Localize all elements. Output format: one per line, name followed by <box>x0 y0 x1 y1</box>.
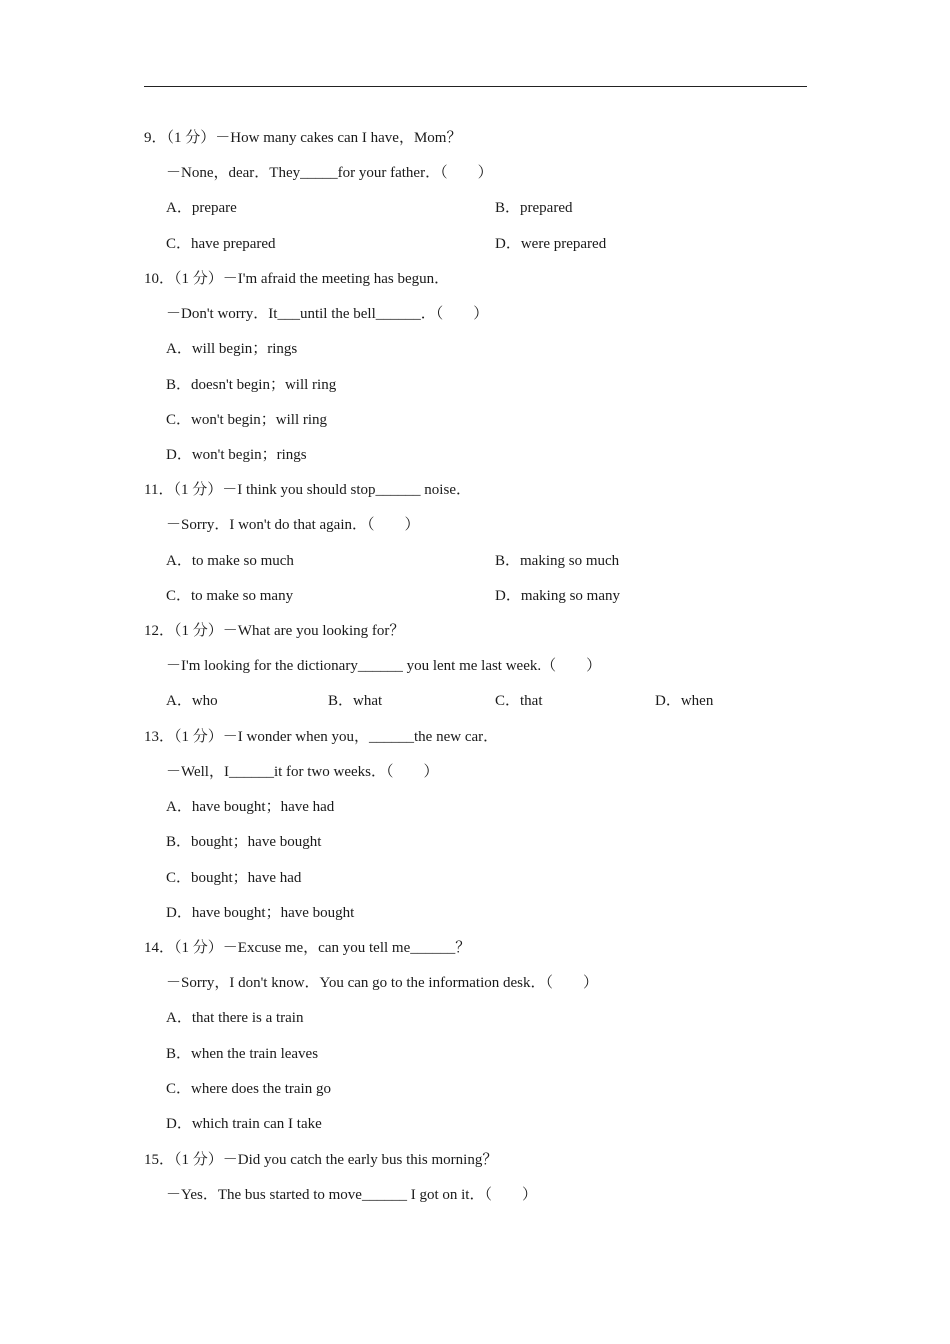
question-15-reply: －Yes．The bus started to move______ I got on it．（ ） <box>166 1187 537 1203</box>
question-13-option-a[interactable]: A．have bought；have had <box>166 799 335 815</box>
question-11-stem: 11．（1 分）－I think you should stop______ noise． <box>144 482 471 498</box>
question-12-stem: 12．（1 分）－What are you looking for？ <box>144 623 405 639</box>
question-10-option-c[interactable]: C．won't begin；will ring <box>166 412 328 428</box>
question-14-option-b[interactable]: B．when the train leaves <box>166 1046 319 1062</box>
question-11-option-c[interactable]: C．to make so many <box>166 588 294 604</box>
question-12-reply: －I'm looking for the dictionary______ you lent me last week.（ ） <box>166 658 602 674</box>
question-11-reply: －Sorry．I won't do that again．（ ） <box>166 517 420 533</box>
question-11-option-d[interactable]: D．making so many <box>495 588 620 604</box>
question-10-reply: －Don't worry．It___until the bell______．（ ） <box>166 306 489 322</box>
question-10-option-a[interactable]: A．will begin；rings <box>166 341 298 357</box>
question-12-option-a[interactable]: A．who <box>166 693 218 709</box>
question-11-option-a[interactable]: A．to make so much <box>166 553 294 569</box>
question-9-stem: 9．（1 分）－How many cakes can I have，Mom？ <box>144 130 462 146</box>
header-rule <box>144 86 807 87</box>
question-12-option-c[interactable]: C．that <box>495 693 543 709</box>
question-14-option-a[interactable]: A．that there is a train <box>166 1010 304 1026</box>
question-13-stem: 13．（1 分）－I wonder when you，______the new car． <box>144 729 499 745</box>
question-14-stem: 14．（1 分）－Excuse me，can you tell me______？ <box>144 940 471 956</box>
question-14-reply: －Sorry，I don't know．You can go to the information desk．（ ） <box>166 975 598 991</box>
question-9-option-a[interactable]: A．prepare <box>166 200 237 216</box>
question-10-option-d[interactable]: D．won't begin；rings <box>166 447 307 463</box>
question-11-option-b[interactable]: B．making so much <box>495 553 620 569</box>
question-14-option-c[interactable]: C．where does the train go <box>166 1081 331 1097</box>
question-15-stem: 15．（1 分）－Did you catch the early bus this morning？ <box>144 1152 498 1168</box>
question-12-option-b[interactable]: B．what <box>328 693 383 709</box>
question-14-option-d[interactable]: D．which train can I take <box>166 1116 322 1132</box>
question-10-option-b[interactable]: B．doesn't begin；will ring <box>166 377 337 393</box>
question-13-option-d[interactable]: D．have bought；have bought <box>166 905 355 921</box>
question-9-option-c[interactable]: C．have prepared <box>166 236 276 252</box>
question-13-reply: －Well，I______it for two weeks．（ ） <box>166 764 439 780</box>
question-9-option-b[interactable]: B．prepared <box>495 200 573 216</box>
question-9-option-d[interactable]: D．were prepared <box>495 236 607 252</box>
question-10-stem: 10．（1 分）－I'm afraid the meeting has begun． <box>144 271 450 287</box>
question-12-option-d[interactable]: D．when <box>655 693 714 709</box>
question-13-option-c[interactable]: C．bought；have had <box>166 870 302 886</box>
question-13-option-b[interactable]: B．bought；have bought <box>166 834 322 850</box>
question-9-reply: －None，dear．They_____for your father．（ ） <box>166 165 493 181</box>
